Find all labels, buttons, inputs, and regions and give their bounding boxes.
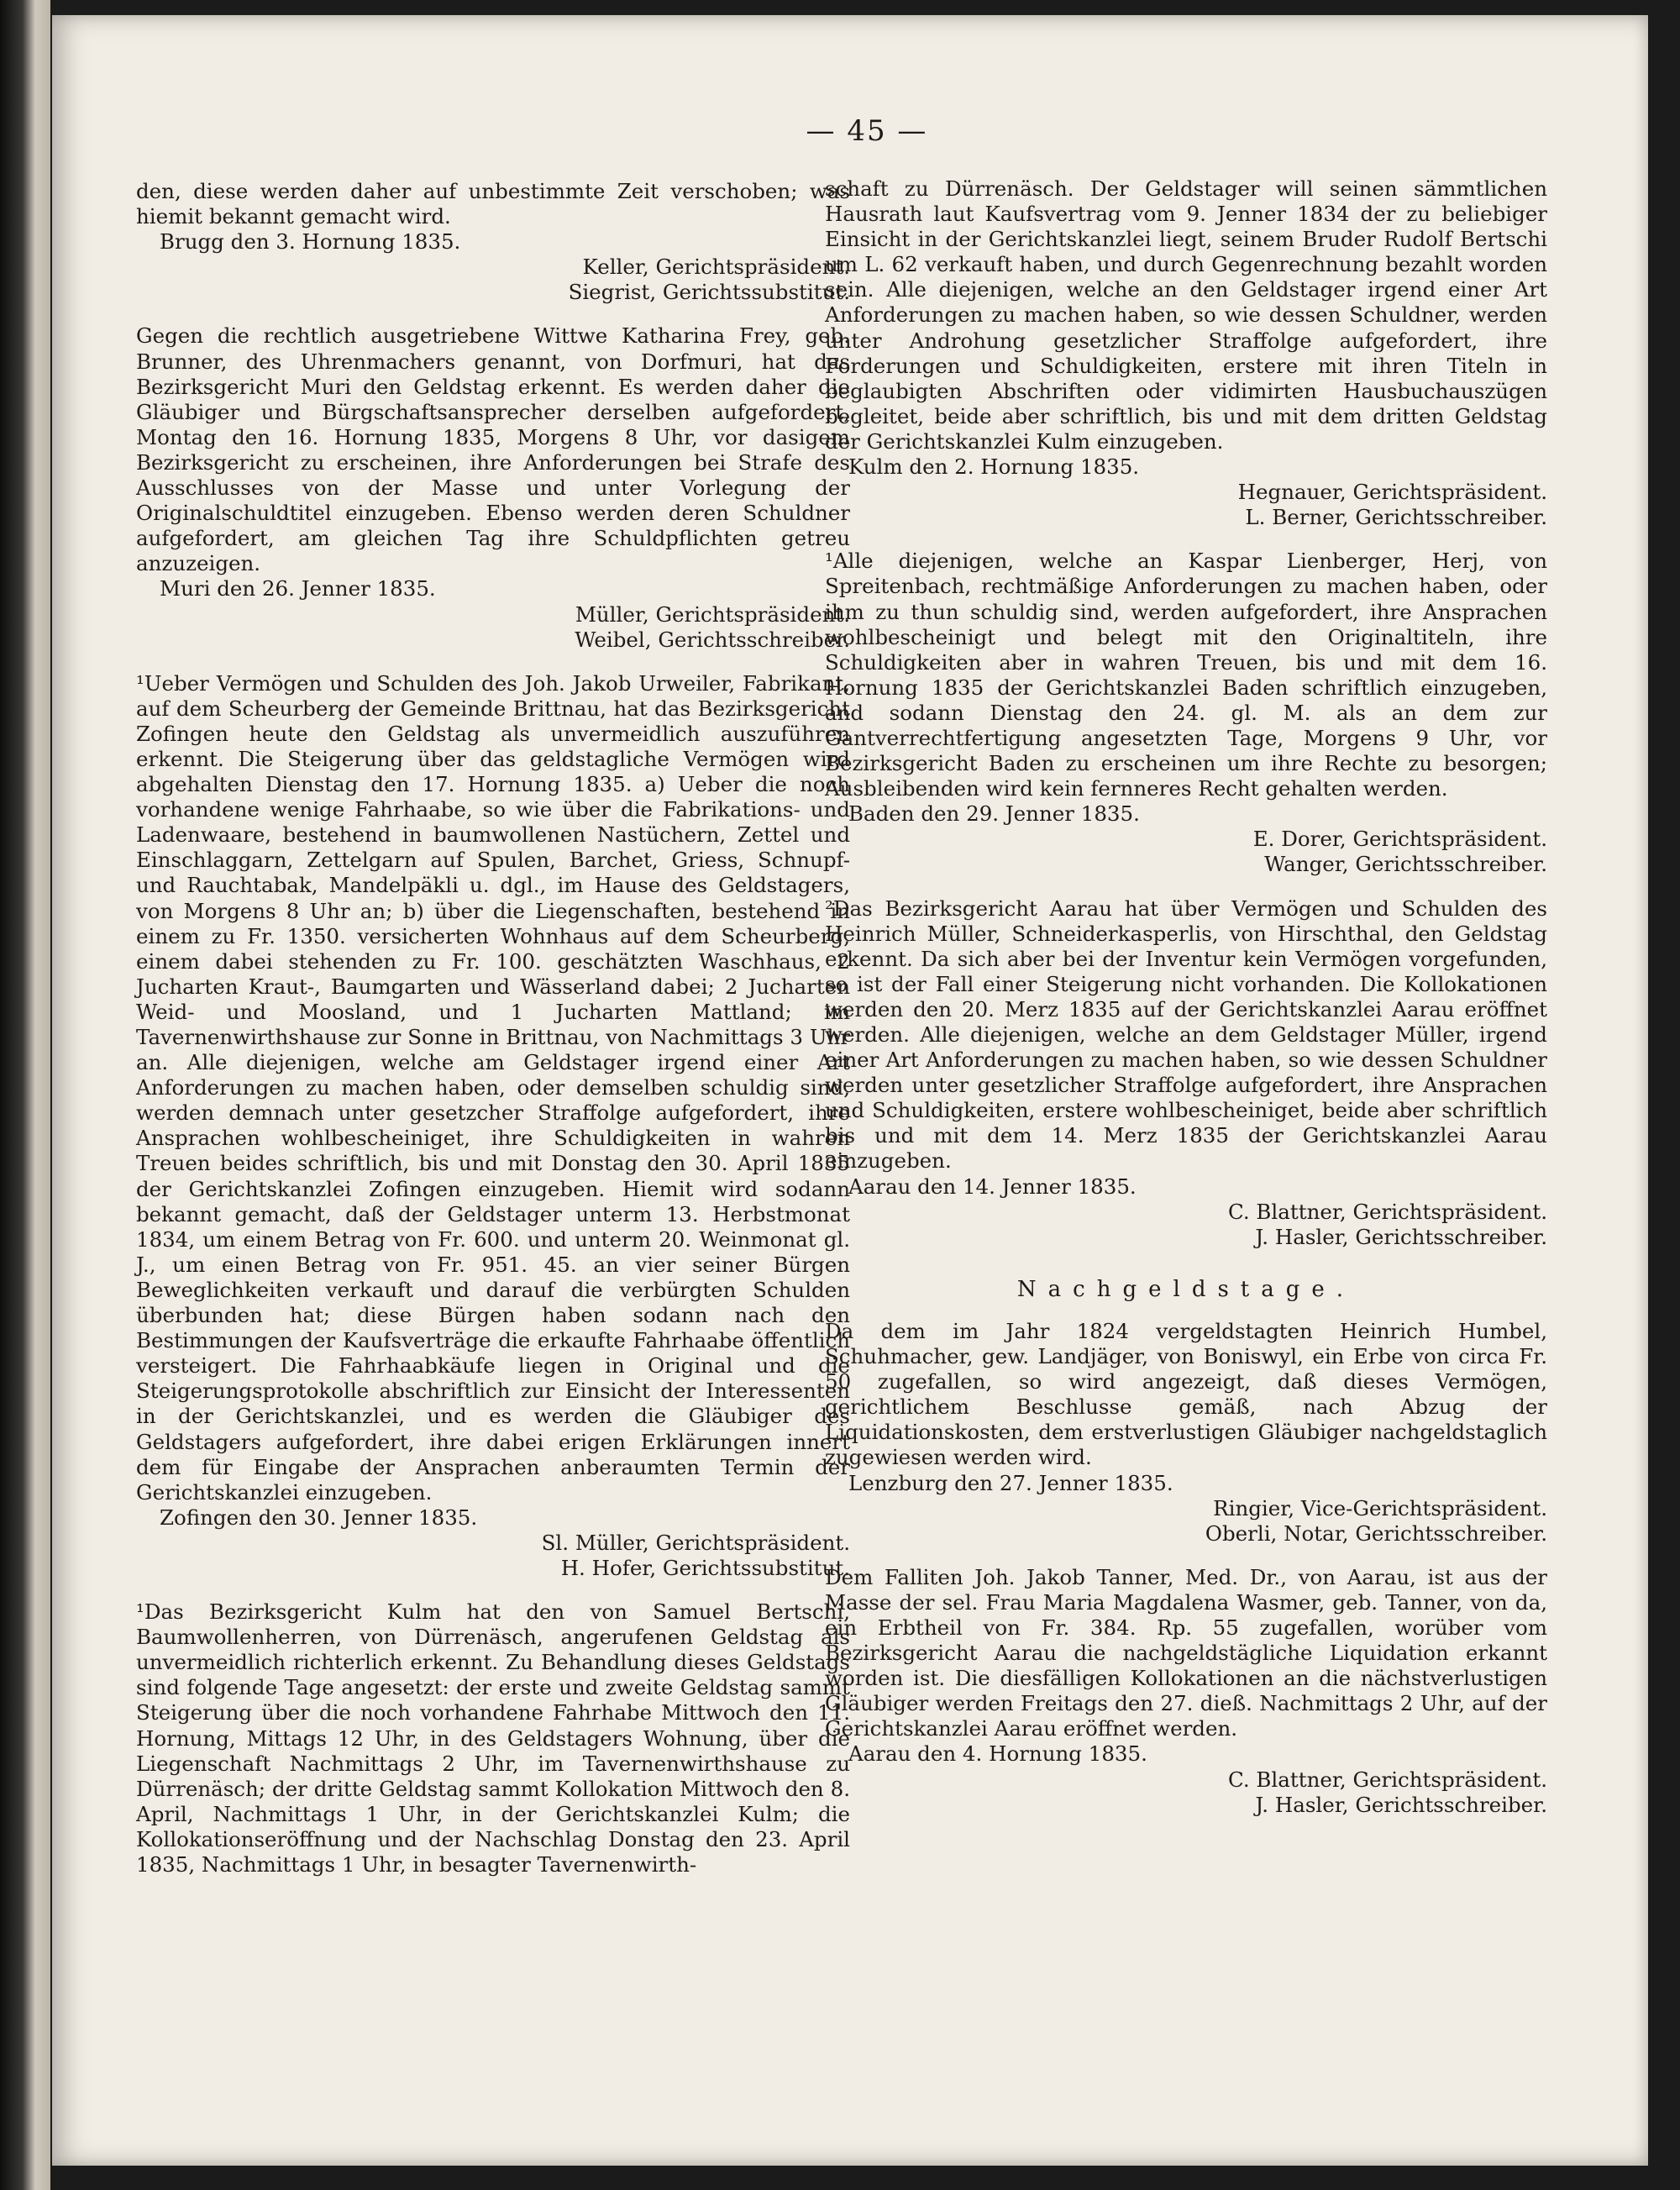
notice-kulm-end <box>825 176 1547 530</box>
notice-text: Dem Falliten Joh. Jakob Tanner, Med. Dr., von Aarau, ist aus der Masse der sel. Frau Maria Magdalena Wasmer, geb. Tanner, von da, ein Erbtheil von Fr. 384. Rp. 55 zugefallen, worüber vom Bezirksgericht Aarau die nachgeldstägliche Liquidation erkannt worden ist. Die diesfälligen Kollokationen an die nächstverlustigen Gläubiger werden Freitags den 27. dieß. Nachmittags 2 Uhr, auf der Gerichtskanzlei Aarau eröffnet werden. <box>825 1564 1547 1741</box>
signature: Keller, Gerichtspräsident. <box>582 255 850 280</box>
signature: Siegrist, Gerichtssubstitut. <box>568 280 850 305</box>
notice-text: Da dem im Jahr 1824 vergeldstagten Heinrich Humbel, Schuhmacher, gew. Landjäger, von Boniswyl, ein Erbe von circa Fr. 50 zugefallen, so wird angezeigt, daß dieses Vermögen, gerichtlichem Beschlusse gemäß, nach Abzug der Liquidationskosten, dem erstverlustigen Gläubiger nachgeldstaglich zugewiesen werden wird. <box>825 1318 1547 1470</box>
document-page <box>52 15 1648 2166</box>
notice-aarau-1 <box>825 896 1547 1250</box>
signature: Oberli, Notar, Gerichtsschreiber. <box>1205 1520 1547 1546</box>
signature: Sl. Müller, Gerichtspräsident. <box>541 1530 850 1555</box>
notice-date: Aarau den 4. Hornung 1835. <box>848 1741 1147 1767</box>
signature: L. Berner, Gerichtsschreiber. <box>1245 505 1547 530</box>
page-number: — 45 — <box>806 114 928 148</box>
notice-text: ¹Das Bezirksgericht Kulm hat den von Samuel Bertschi, Baumwollenherren, von Dürrenäsch, angerufenen Geldstag als unvermeidlich richterlich erkennt. Zu Behandlung dieses Geldstags sind folgende Tage angesetzt: der erste und zweite Geldstag sammt Steigerung über die noch vorhandene Fahrhabe Mittwoch den 11. Hornung, Mittags 12 Uhr, in des Geldstagers Wohnung, über die Liegenschaft Nachmittags 2 Uhr, im Tavernenwirthshause zu Dürrenäsch; der dritte Geldstag sammt Kollokation Mittwoch den 8. April, Nachmittags 1 Uhr, in der Gerichtskanzlei Kulm; die Kollokationseröffnung und der Nachschlag Donstag den 23. April 1835, Nachmittags 1 Uhr, in besagter Tavernenwirth- <box>136 1599 850 1877</box>
notice-date: Lenzburg den 27. Jenner 1835. <box>848 1470 1173 1495</box>
notice-brugg <box>136 179 850 305</box>
signature: C. Blattner, Gerichtspräsident. <box>1227 1767 1547 1792</box>
notice-baden <box>825 549 1547 877</box>
signature: E. Dorer, Gerichtspräsident. <box>1252 827 1547 852</box>
left-column <box>136 179 850 1878</box>
signature: J. Hasler, Gerichtsschreiber. <box>1255 1224 1547 1249</box>
signature: Müller, Gerichtspräsident. <box>575 601 850 627</box>
signature: Ringier, Vice-Gerichtspräsident. <box>1213 1495 1547 1520</box>
notice-date: Baden den 29. Jenner 1835. <box>848 801 1140 827</box>
notice-date: Brugg den 3. Hornung 1835. <box>160 229 461 255</box>
notice-kulm-start <box>136 1599 850 1878</box>
notice-text: ¹Ueber Vermögen und Schulden des Joh. Jakob Urweiler, Fabrikant, auf dem Scheurberg der Gemeinde Brittnau, hat das Bezirksgericht Zofingen heute den Geldstag als unvermeidlich auszuführen erkennt. Die Steigerung über das geldstagliche Vermögen wird abgehalten Dienstag den 17. Hornung 1835. a) Ueber die noch vorhandene wenige Fahrhaabe, so wie über die Fabrikations- und Ladenwaare, bestehend in baumwollenen Nastüchern, Zettel und Einschlaggarn, Zettelgarn auf Spulen, Barchet, Griess, Schnupf- und Rauchtabak, Mandelpäkli u. dgl., im Hause des Geldstagers, von Morgens 8 Uhr an; b) über die Liegenschaften, bestehend in einem zu Fr. 1350. versicherten Wohnhaus auf dem Scheurberg, einem dabei stehenden zu Fr. 100. geschätzten Waschhaus, 2 Jucharten Kraut-, Baumgarten und Wässerland dabei; 2 Jucharten Weid- und Moosland, und 1 Jucharten Mattland; im Tavernenwirthshause zur Sonne in Brittnau, von Nachmittags 3 Uhr an. Alle diejenigen, welche am Geldstager irgend einer Art Anforderungen zu machen haben, oder demselben schuldig sind, werden demnach unter gesetzcher Straffolge aufgefordert, ihre Ansprachen wohlbescheiniget, ihre Schuldigkeiten in wahren Treuen beides schriftlich, bis und mit Donstag den 30. April 1835 der Gerichtskanzlei Zofingen einzugeben. Hiemit wird sodann bekannt gemacht, daß der Geldstager unterm 13. Herbstmonat 1834, um einem Betrag von Fr. 600. und unterm 20. Weinmonat gl. J., um einen Betrag von Fr. 951. 45. an vier seiner Bürgen Beweglichkeiten verkauft und darauf die verbürgten Schulden überbunden hat; diese Bürgen haben sodann nach den Bestimmungen der Kaufsverträge die erkaufte Fahrhaabe öffentlich versteigert. Die Fahrhaabkäufe liegen in Original und die Steigerungsprotokolle abschriftlich zur Einsicht der Interessenten in der Gerichtskanzlei, und es werden die Gläubiger des Geldstagers aufgefordert, ihre dabei erigen Erklärungen innert dem für Eingabe der Ansprachen anberaumten Termin der Gerichtskanzlei einzugeben. <box>136 670 850 1505</box>
section-heading: Nachgeldstage. <box>1016 1276 1356 1302</box>
notice-muri <box>136 323 850 652</box>
notice-date: Kulm den 2. Hornung 1835. <box>848 454 1140 480</box>
notice-text: den, diese werden daher auf unbestimmte Zeit verschoben; was hiemit bekannt gemacht wird. <box>136 179 850 229</box>
notice-aarau-2 <box>825 1565 1547 1818</box>
signature: Weibel, Gerichtsschreiber. <box>575 627 850 652</box>
right-column <box>825 176 1547 1818</box>
signature: J. Hasler, Gerichtsschreiber. <box>1255 1792 1547 1817</box>
signature: H. Hofer, Gerichtssubstitut. <box>560 1555 850 1580</box>
signature: Hegnauer, Gerichtspräsident. <box>1237 480 1547 505</box>
notice-date: Zofingen den 30. Jenner 1835. <box>160 1505 478 1530</box>
notice-date: Aarau den 14. Jenner 1835. <box>848 1174 1137 1199</box>
notice-zofingen <box>136 671 850 1581</box>
notice-lenzburg <box>825 1319 1547 1547</box>
notice-text: ¹Alle diejenigen, welche an Kaspar Lienberger, Herj, von Spreitenbach, rechtmäßige Anforderungen zu machen haben, oder ihm zu thun schuldig sind, werden aufgefordert, ihre Ansprachen wohlbescheinigt und belegt mit den Originaltiteln, ihre Schuldigkeiten aber in wahren Treuen, bis und mit dem 16. Hornung 1835 der Gerichtskanzlei Baden schriftlich einzugeben, and sodann Dienstag den 24. gl. M. als an dem zur Gantverrechtfertigung angesetzten Tage, Morgens 9 Uhr, vor Bezirksgericht Baden zu erscheinen um ihre Rechte zu besorgen; Ausbleibenden wird kein fernneres Recht gehalten werden. <box>825 549 1547 801</box>
signature: Wanger, Gerichtsschreiber. <box>1264 852 1547 877</box>
notice-text: schaft zu Dürrenäsch. Der Geldstager will seinen sämmtlichen Hausrath laut Kaufsvertrag vom 9. Jenner 1834 der zu beliebiger Einsicht in der Gerichtskanzlei liegt, seinem Bruder Rudolf Bertschi um L. 62 verkauft haben, und durch Gegenrechnung bezahlt worden sein. Alle diejenigen, welche an den Geldstager irgend einer Art Anforderungen zu machen haben, so wie dessen Schuldner, werden unter Androhung gesetzlicher Straffolge aufgefordert, ihre Forderungen und Schuldigkeiten, erstere mit ihren Titeln in beglaubigten Abschriften oder vidimirten Hausbuchauszügen begleitet, beide aber schriftlich, bis und mit dem dritten Geldstag der Gerichtskanzlei Kulm einzugeben. <box>825 176 1547 454</box>
notice-text: ²Das Bezirksgericht Aarau hat über Vermögen und Schulden des Heinrich Müller, Schneiderkasperlis, von Hirschthal, den Geldstag erkennt. Da sich aber bei der Inventur kein Vermögen vorgefunden, so ist der Fall einer Steigerung nicht vorhanden. Die Kollokationen werden den 20. Merz 1835 auf der Gerichtskanzlei Aarau eröffnet werden. Alle diejenigen, welche an dem Geldstager Müller, irgend einer Art Anforderungen zu machen haben, so wie dessen Schuldner werden unter gesetzlicher Straffolge aufgefordert, ihre Ansprachen und Schuldigkeiten, erstere wohlbescheiniget, beide aber schriftlich bis und mit dem 14. Merz 1835 der Gerichtskanzlei Aarau einzugeben. <box>825 895 1547 1174</box>
binding-edge <box>0 0 50 2190</box>
notice-date: Muri den 26. Jenner 1835. <box>160 576 436 601</box>
signature: C. Blattner, Gerichtspräsident. <box>1227 1199 1547 1224</box>
notice-text: Gegen die rechtlich ausgetriebene Wittwe Katharina Frey, geb. Brunner, des Uhrenmachers genannt, von Dorfmuri, hat das Bezirksgericht Muri den Geldstag erkennt. Es werden daher die Gläubiger und Bürgschaftsansprecher derselben aufgefordert, Montag den 16. Hornung 1835, Morgens 8 Uhr, vor dasigem Bezirksgericht zu erscheinen, ihre Anforderungen bei Strafe des Ausschlusses von der Masse und unter Vorlegung der Originalschuldtitel einzugeben. Ebenso werden deren Schuldner aufgefordert, am gleichen Tag ihre Schuldpflichten getreu anzuzeigen. <box>136 323 850 576</box>
